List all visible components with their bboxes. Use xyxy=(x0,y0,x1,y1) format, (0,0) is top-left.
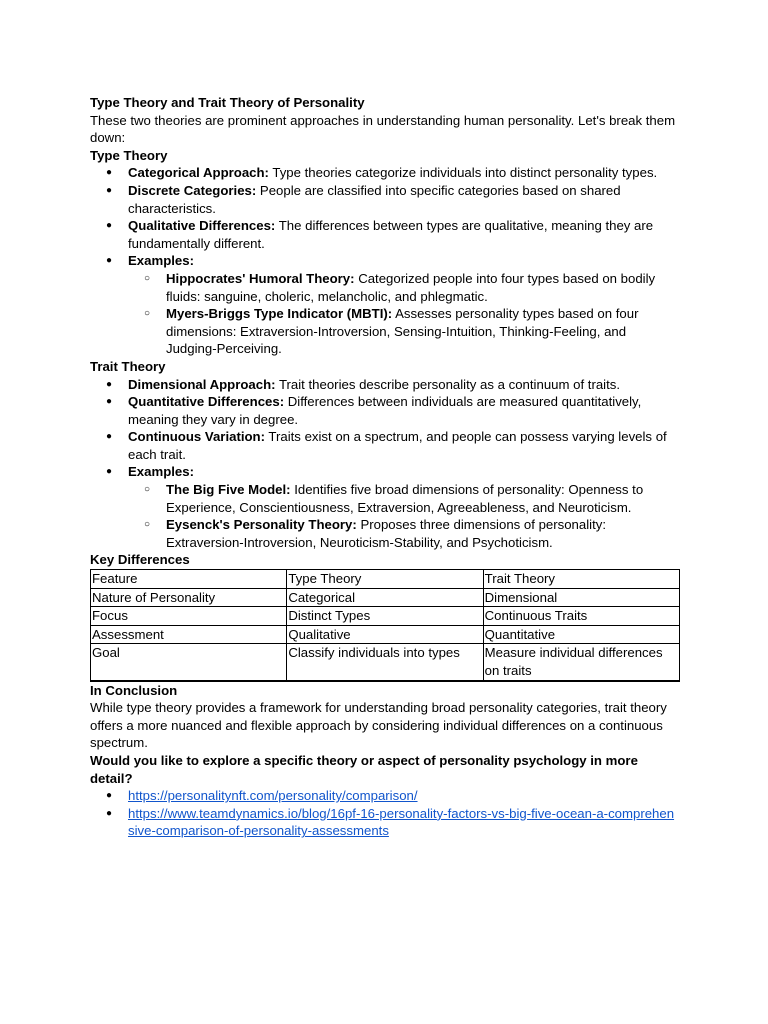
table-row xyxy=(91,644,680,681)
table-cell: Assessment xyxy=(91,625,287,644)
type-theory-heading: Type Theory xyxy=(90,147,168,163)
table-cell: Distinct Types xyxy=(287,607,483,626)
follow-up-question: Would you like to explore a specific theory or aspect of personality psychology in more detail? xyxy=(90,752,638,786)
list-item: ○ The Big Five Model: Identifies five broad dimensions of personality: Openness to Experience, Conscientiousness, Extraversion, Agreeableness, and Neuroticism. xyxy=(166,481,680,516)
list-item xyxy=(128,805,680,840)
table-cell: Dimensional xyxy=(483,588,679,607)
trait-theory-list xyxy=(90,376,680,552)
table-cell: Continuous Traits xyxy=(483,607,679,626)
table-cell: Quantitative xyxy=(483,625,679,644)
table-cell: Focus xyxy=(91,607,287,626)
table-row xyxy=(91,607,680,626)
list-item: ● Examples: ○ The Big Five Model: Identifies five broad dimensions of personality: Openness to Experience, Conscientiousness, Extraversion, Agreeableness, and Neuroticism. ○ Eysenck's Personality Theory: Proposes three dimensions of personality: Extraversion-Introversion, Neuroticism-Stability, and Psychoticism. xyxy=(128,463,680,551)
list-item: ○ Myers-Briggs Type Indicator (MBTI): Assesses personality types based on four dimensions: Extraversion-Introversion, Sensing-Intuition, Thinking-Feeling, and Judging-Perceiving. xyxy=(166,305,680,358)
table-cell: Measure individual differences on traits xyxy=(483,644,679,681)
table-row xyxy=(91,588,680,607)
table-cell: Qualitative xyxy=(287,625,483,644)
table-cell: Categorical xyxy=(287,588,483,607)
link-personalitynft[interactable]: https://personalitynft.com/personality/comparison/ xyxy=(128,788,418,804)
list-item: ● Discrete Categories: People are classified into specific categories based on shared characteristics. xyxy=(128,182,680,217)
links-list xyxy=(90,787,680,840)
table-cell: Goal xyxy=(91,644,287,681)
table-cell: Nature of Personality xyxy=(91,588,287,607)
table-row xyxy=(91,570,680,589)
table-row xyxy=(91,625,680,644)
list-item: ○ Hippocrates' Humoral Theory: Categorized people into four types based on bodily fluids: sanguine, choleric, melancholic, and phlegmatic. xyxy=(166,270,680,305)
intro-paragraph: These two theories are prominent approaches in understanding human personality. Let's break them down: xyxy=(90,112,676,146)
conclusion-heading: In Conclusion xyxy=(90,682,178,698)
table-cell: Feature xyxy=(91,570,287,589)
document-title: Type Theory and Trait Theory of Personality xyxy=(90,95,365,110)
table-cell: Trait Theory xyxy=(483,570,679,589)
list-item: ● Categorical Approach: Type theories categorize individuals into distinct personality types. xyxy=(128,164,680,182)
list-item: ● Dimensional Approach: Trait theories describe personality as a continuum of traits. xyxy=(128,376,680,394)
comparison-table xyxy=(90,569,680,682)
type-examples-list xyxy=(128,270,680,358)
type-theory-list xyxy=(90,164,680,358)
list-item: ○ Eysenck's Personality Theory: Proposes three dimensions of personality: Extraversion-Introversion, Neuroticism-Stability, and Psychoticism. xyxy=(166,516,680,551)
conclusion-paragraph: While type theory provides a framework for understanding broad personality categories, trait theory offers a more nuanced and flexible approach by considering individual differences on a continuous spectrum. xyxy=(90,700,667,751)
list-item: ● Examples: ○ Hippocrates' Humoral Theory: Categorized people into four types based on bodily fluids: sanguine, choleric, melancholic, and phlegmatic. ○ Myers-Briggs Type Indicator (MBTI): Assesses personality types based on four dimensions: Extraversion-Introversion, Sensing-Intuition, Thinking-Feeling, and Judging-Perceiving. xyxy=(128,252,680,358)
trait-theory-heading: Trait Theory xyxy=(90,358,166,374)
list-item: ● Quantitative Differences: Differences between individuals are measured quantitatively, meaning they vary in degree. xyxy=(128,393,680,428)
table-cell: Classify individuals into types xyxy=(287,644,483,681)
link-teamdynamics[interactable]: https://www.teamdynamics.io/blog/16pf-16-personality-factors-vs-big-five-ocean-a-comprehensive-comparison-of-personality-assessments xyxy=(128,805,675,839)
trait-examples-list xyxy=(128,481,680,551)
table-cell: Type Theory xyxy=(287,570,483,589)
list-item: ● Qualitative Differences: The differences between types are qualitative, meaning they are fundamentally different. xyxy=(128,217,680,252)
list-item: ● Continuous Variation: Traits exist on a spectrum, and people can possess varying levels of each trait. xyxy=(128,428,680,463)
key-differences-heading: Key Differences xyxy=(90,552,190,568)
list-item xyxy=(128,787,680,805)
